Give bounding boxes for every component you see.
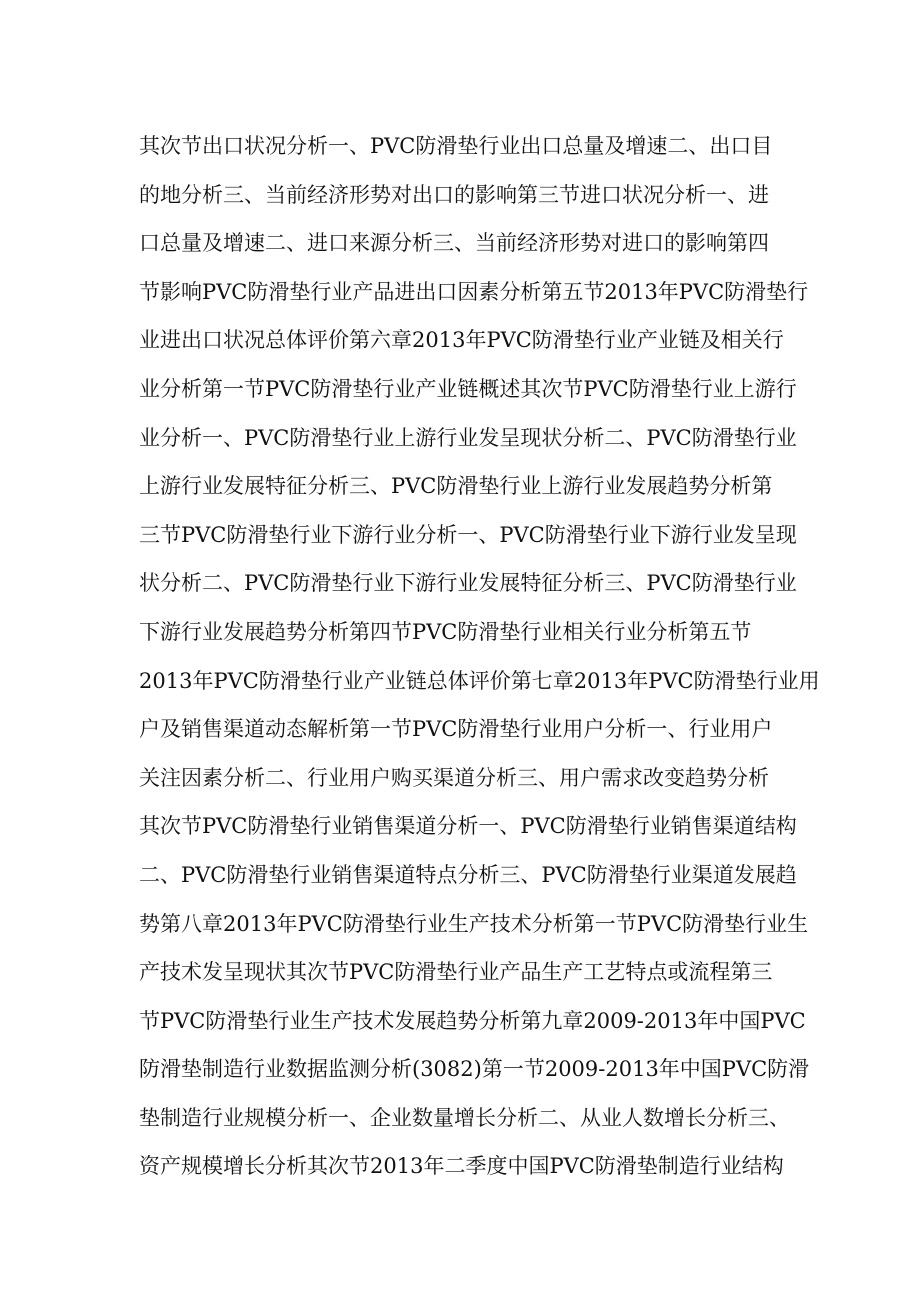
text-line: 势第八章2013年PVC防滑垫行业生产技术分析第一节PVC防滑垫行业生 (139, 911, 809, 936)
text-line: 业进出口状况总体评价第六章2013年PVC防滑垫行业产业链及相关行 (139, 328, 784, 353)
text-line: 的地分析三、当前经济形势对出口的影响第三节进口状况分析一、进 (139, 182, 769, 207)
text-line: 三节PVC防滑垫行业下游行业分析一、PVC防滑垫行业下游行业发呈现 (139, 522, 797, 547)
text-line: 2013年PVC防滑垫行业产业链总体评价第七章2013年PVC防滑垫行业用 (139, 668, 820, 693)
text-line: 业分析第一节PVC防滑垫行业产业链概述其次节PVC防滑垫行业上游行 (139, 376, 797, 401)
text-line: 关注因素分析二、行业用户购买渠道分析三、用户需求改变趋势分析 (139, 765, 769, 790)
text-line: 其次节出口状况分析一、PVC防滑垫行业出口总量及增速二、出口目 (139, 134, 773, 158)
text-line: 状分析二、PVC防滑垫行业下游行业发展特征分析三、PVC防滑垫行业 (139, 571, 797, 596)
text-line: 垫制造行业规模分析一、企业数量增长分析二、从业人数增长分析三、 (139, 1105, 790, 1130)
text-line: 二、PVC防滑垫行业销售渠道特点分析三、PVC防滑垫行业渠道发展趋 (139, 862, 797, 887)
text-line: 下游行业发展趋势分析第四节PVC防滑垫行业相关行业分析第五节 (139, 619, 752, 644)
text-line: 口总量及增速二、进口来源分析三、当前经济形势对进口的影响第四 (139, 231, 769, 256)
text-line: 其次节PVC防滑垫行业销售渠道分析一、PVC防滑垫行业销售渠道结构 (139, 814, 797, 839)
text-line: 业分析一、PVC防滑垫行业上游行业发呈现状分析二、PVC防滑垫行业 (139, 425, 797, 450)
text-line: 产技术发呈现状其次节PVC防滑垫行业产品生产工艺特点或流程第三 (139, 960, 773, 985)
text-line: 节PVC防滑垫行业生产技术发展趋势分析第九章2009-2013年中国PVC (139, 1008, 806, 1033)
text-line: 户及销售渠道动态解析第一节PVC防滑垫行业用户分析一、行业用户 (139, 717, 773, 742)
body-text (139, 122, 820, 1191)
text-line: 防滑垫制造行业数据监测分析(3082)第一节2009-2013年中国PVC防滑 (139, 1057, 810, 1082)
text-line: 上游行业发展特征分析三、PVC防滑垫行业上游行业发展趋势分析第 (139, 474, 773, 499)
text-line: 节影响PVC防滑垫行业产品进出口因素分析第五节2013年PVC防滑垫行 (139, 279, 809, 304)
text-line: 资产规模增长分析其次节2013年二季度中国PVC防滑垫制造行业结构 (139, 1154, 784, 1179)
